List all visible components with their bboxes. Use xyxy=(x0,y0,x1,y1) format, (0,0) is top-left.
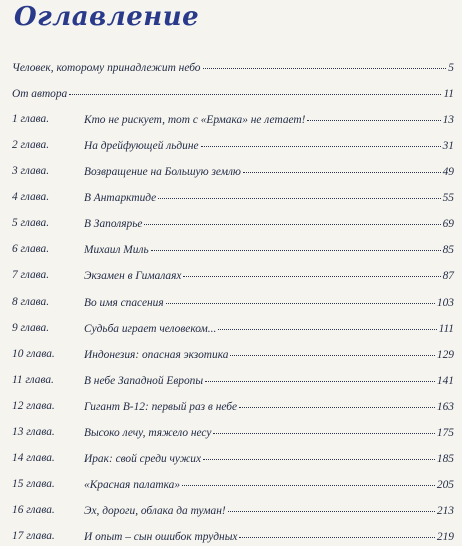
dot-leader xyxy=(228,499,435,512)
toc-entry-line xyxy=(84,475,454,494)
page-number: 163 xyxy=(436,400,454,413)
dot-leader xyxy=(69,82,441,95)
toc-entry xyxy=(12,162,454,180)
dot-leader xyxy=(218,317,436,330)
chapter-title: Эх, дороги, облака да туман! xyxy=(84,504,226,517)
toc-entry xyxy=(12,214,454,232)
page-number: 141 xyxy=(436,374,454,387)
chapter-number: 3 глава. xyxy=(12,165,50,178)
chapter-number: 16 глава. xyxy=(12,503,55,516)
dot-leader xyxy=(151,238,441,251)
chapter-title: Высоко лечу, тяжело несу xyxy=(84,426,212,439)
chapter-title: В небе Западной Европы xyxy=(84,374,204,387)
toc-entry xyxy=(12,345,454,363)
dot-leader xyxy=(230,343,434,356)
chapter-title: Во имя спасения xyxy=(84,296,164,309)
toc-entry-line xyxy=(84,162,454,181)
toc-entry xyxy=(12,110,454,128)
page-title: Оглавление xyxy=(14,2,200,32)
toc-entry-line xyxy=(84,214,454,233)
toc-entry xyxy=(12,136,454,154)
dot-leader xyxy=(203,56,447,69)
toc-entry xyxy=(12,449,454,467)
chapter-number: 5 глава. xyxy=(12,217,50,230)
chapter-title: Человек, которому принадлежит небо xyxy=(12,62,201,74)
chapter-title: От автора xyxy=(12,88,68,100)
page-number: 85 xyxy=(442,244,454,257)
chapter-number: 7 глава. xyxy=(12,269,50,282)
chapter-number: 17 глава. xyxy=(12,529,55,542)
toc-entry xyxy=(12,188,454,206)
chapter-number: 6 глава. xyxy=(12,243,50,256)
page-number: 103 xyxy=(436,296,454,309)
chapter-title: Кто не рискует, тот с «Ермака» не летает! xyxy=(84,114,306,127)
toc-entry-line xyxy=(12,84,454,103)
chapter-title: Индонезия: опасная экзотика xyxy=(84,348,229,361)
toc-entry-line xyxy=(84,345,454,364)
page-number: 49 xyxy=(442,166,454,179)
chapter-number: 11 глава. xyxy=(12,373,54,386)
toc-entry xyxy=(12,397,454,415)
dot-leader xyxy=(201,134,441,147)
chapter-title: В Антарктиде xyxy=(84,192,157,205)
toc-entry-line xyxy=(84,136,454,155)
chapter-title: Ирак: свой среди чужих xyxy=(84,452,202,465)
dot-leader xyxy=(213,421,434,434)
dot-leader xyxy=(203,447,435,460)
chapter-title: Гигант В-12: первый раз в небе xyxy=(84,400,238,413)
toc-entry-line xyxy=(84,449,454,468)
toc-entry xyxy=(12,475,454,493)
toc-entry-line xyxy=(84,501,454,520)
chapter-number: 10 глава. xyxy=(12,347,55,360)
page-number: 219 xyxy=(436,530,454,543)
chapter-number: 15 глава. xyxy=(12,477,55,490)
page-number: 175 xyxy=(436,426,454,439)
chapter-number: 9 глава. xyxy=(12,321,50,334)
toc-entry-line xyxy=(84,188,454,207)
page-number: 5 xyxy=(448,62,454,74)
toc-entry xyxy=(12,84,454,102)
chapter-number: 12 глава. xyxy=(12,399,55,412)
page-number: 69 xyxy=(442,218,454,231)
chapter-title: И опыт – сын ошибок трудных xyxy=(84,530,238,543)
toc-entry xyxy=(12,240,454,258)
toc-entry-line xyxy=(84,240,454,259)
dot-leader xyxy=(182,473,435,486)
chapter-title: В Заполярье xyxy=(84,218,143,231)
page-number: 31 xyxy=(442,140,454,153)
toc-entry-line xyxy=(84,423,454,442)
dot-leader xyxy=(243,160,441,173)
toc-entry xyxy=(12,423,454,441)
toc-entry xyxy=(12,527,454,545)
dot-leader xyxy=(144,212,440,225)
toc-entry-line xyxy=(84,293,454,312)
chapter-title: Возвращение на Большую землю xyxy=(84,166,241,179)
page-number: 205 xyxy=(436,478,454,491)
page-number: 11 xyxy=(443,88,454,100)
dot-leader xyxy=(158,186,440,199)
toc-entry xyxy=(12,319,454,337)
toc-entry-line xyxy=(84,319,454,338)
page-number: 111 xyxy=(438,322,454,335)
dot-leader xyxy=(239,395,435,408)
chapter-title: Судьба играет человеком... xyxy=(84,322,217,335)
dot-leader xyxy=(166,291,435,304)
chapter-number: 2 глава. xyxy=(12,139,50,152)
chapter-number: 13 глава. xyxy=(12,425,55,438)
toc-entry-line xyxy=(84,110,454,129)
chapter-number: 14 глава. xyxy=(12,451,55,464)
toc-entry-line xyxy=(84,397,454,416)
page-number: 185 xyxy=(436,452,454,465)
toc-entry-line xyxy=(84,527,454,546)
page-number: 55 xyxy=(442,192,454,205)
toc-entry xyxy=(12,371,454,389)
toc-entry-line xyxy=(12,58,454,77)
chapter-title: Экзамен в Гималаях xyxy=(84,270,182,283)
chapter-title: На дрейфующей льдине xyxy=(84,140,199,153)
toc-entry xyxy=(12,501,454,519)
page-number: 129 xyxy=(436,348,454,361)
dot-leader xyxy=(205,369,435,382)
chapter-title: «Красная палатка» xyxy=(84,478,181,491)
dot-leader xyxy=(183,264,440,277)
chapter-number: 1 глава. xyxy=(12,113,50,126)
toc-entry-line xyxy=(84,266,454,285)
toc-entry xyxy=(12,293,454,311)
dot-leader xyxy=(239,525,434,538)
chapter-number: 4 глава. xyxy=(12,191,50,204)
chapter-number: 8 глава. xyxy=(12,295,50,308)
dot-leader xyxy=(307,108,440,121)
page-number: 13 xyxy=(442,114,454,127)
toc-entry xyxy=(12,266,454,284)
page-number: 213 xyxy=(436,504,454,517)
page-number: 87 xyxy=(442,270,454,283)
chapter-title: Михаил Миль xyxy=(84,244,149,257)
toc-entry-line xyxy=(84,371,454,390)
toc-entry xyxy=(12,58,454,76)
